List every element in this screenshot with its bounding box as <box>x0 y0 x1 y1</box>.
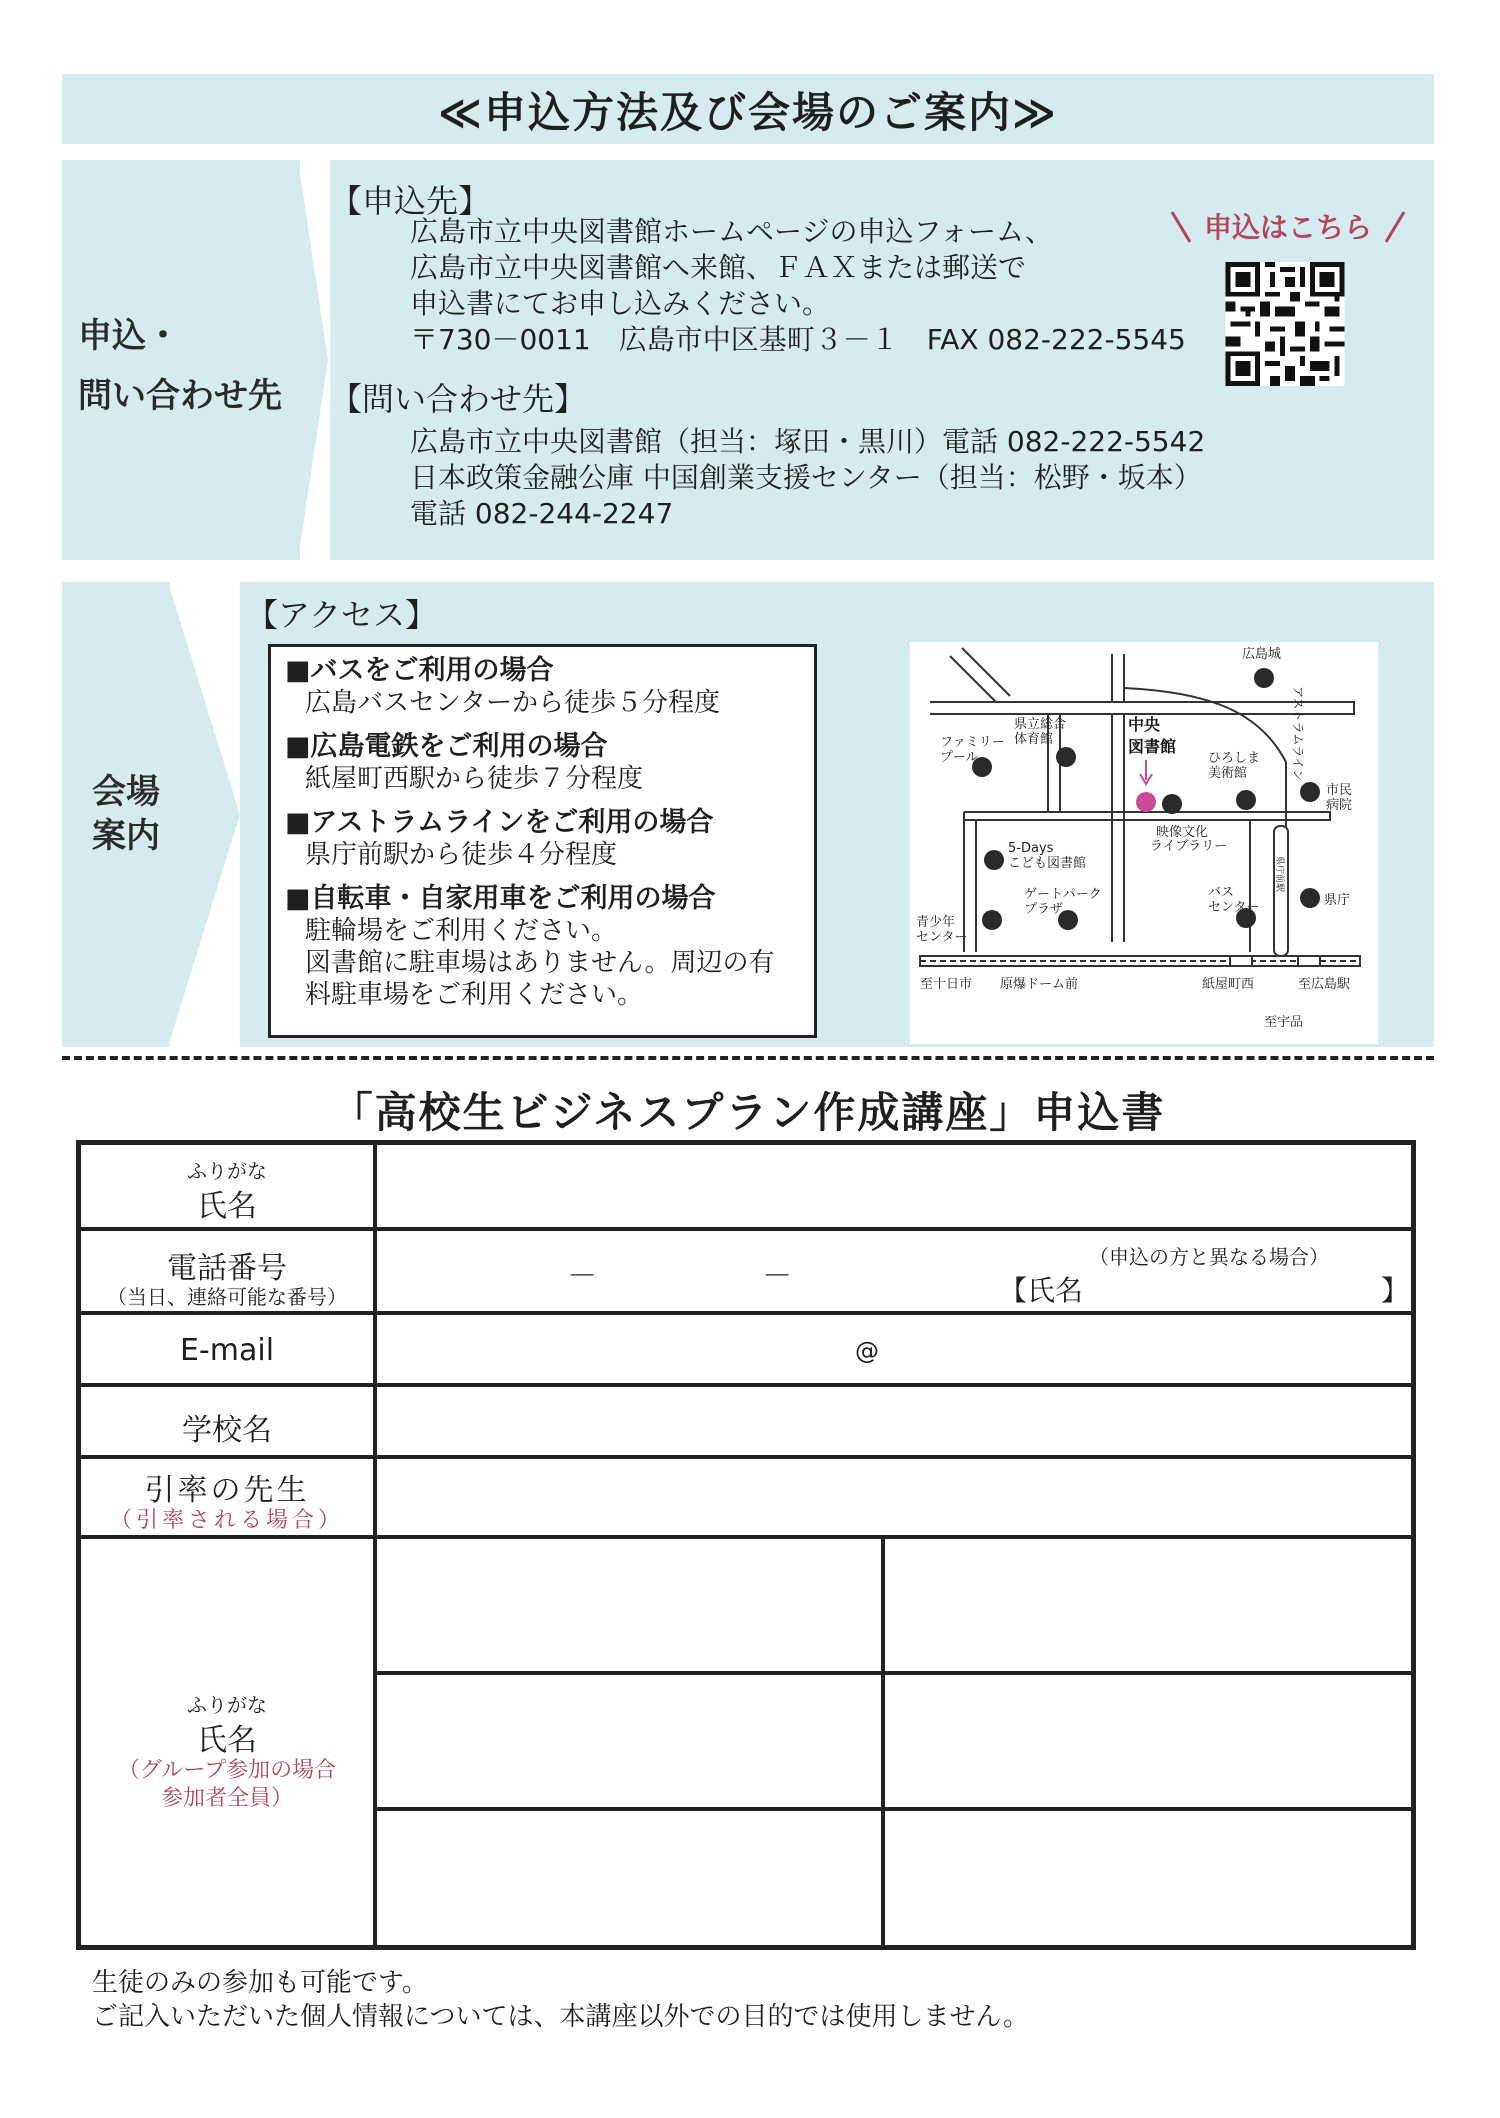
teacher-label-cell: 引率の先生 （引率される場合） <box>78 1456 376 1538</box>
phone-label-cell: 電話番号 （当日、連絡可能な番号） <box>78 1228 376 1314</box>
svg-text:県庁: 県庁 <box>1324 893 1351 908</box>
svg-text:美術館: 美術館 <box>1208 766 1248 781</box>
svg-text:プラザ: プラザ <box>1024 902 1064 917</box>
qr-code[interactable] <box>1225 262 1345 386</box>
group-member-input[interactable] <box>882 1672 1414 1810</box>
qr-caption: 申込はこちら <box>1168 206 1408 246</box>
access-map <box>910 642 1378 1044</box>
svg-text:市民: 市民 <box>1326 783 1353 798</box>
contact-lines: 広島市立中央図書館（担当：塚田・黒川）電話 082-222-5542 日本政策金融公庫 中国創業支援センター（担当：松野・坂本） 電話 082-244-2247 <box>410 425 1206 530</box>
apply-lines: 広島市立中央図書館ホームページの申込フォーム、 広島市立中央図書館へ来館、ＦＡＸまたは郵送で 申込書にてお申し込みください。 〒730－0011 広島市中区基町３－１ FAX 082-222-5545 <box>410 215 1186 356</box>
svg-text:原爆ドーム前: 原爆ドーム前 <box>1000 977 1079 992</box>
phone-dash-2: － <box>762 1259 792 1294</box>
svg-text:至宇品: 至宇品 <box>1264 1015 1304 1030</box>
access-method-bus: ■バスをご利用の場合 広島バスセンターから徒歩５分程度 <box>285 655 720 718</box>
group-label-cell: ふりがな 氏名 （グループ参加の場合 参加者全員） <box>78 1536 376 1948</box>
group-member-input[interactable] <box>882 1536 1414 1674</box>
email-label-cell: E-mail <box>78 1312 376 1386</box>
svg-text:ライブラリー: ライブラリー <box>1150 839 1228 854</box>
cut-line <box>62 1056 1434 1060</box>
notes: 生徒のみの参加も可能です。 ご記入いただいた個人情報については、本講座以外での目的では使用しません。 <box>92 1968 1030 2032</box>
access-methods-box <box>268 644 817 1038</box>
svg-text:アストラムライン: アストラムライン <box>1291 686 1305 782</box>
access-method-tram: ■広島電鉄をご利用の場合 紙屋町西駅から徒歩７分程度 <box>285 731 644 794</box>
group-member-input[interactable] <box>882 1808 1414 1948</box>
phone-alt-name-open: 【氏名 <box>999 1274 1084 1307</box>
name-label-cell: ふりがな 氏名 <box>78 1142 376 1230</box>
svg-text:センター: センター <box>916 930 968 945</box>
access-arrow <box>168 582 240 1047</box>
apply-heading: 【申込先】 <box>330 182 491 220</box>
access-heading: 【アクセス】 <box>246 596 438 634</box>
access-label: 会場 案内 <box>92 772 160 856</box>
svg-text:紙屋町西: 紙屋町西 <box>1202 977 1255 992</box>
page-title: ≪申込方法及び会場のご案内≫ <box>438 88 1058 137</box>
svg-text:センター: センター <box>1208 900 1260 915</box>
access-method-astram: ■アストラムラインをご利用の場合 県庁前駅から徒歩４分程度 <box>285 807 714 870</box>
contact-heading: 【問い合わせ先】 <box>330 380 587 418</box>
svg-text:5-Days: 5-Days <box>1008 841 1054 856</box>
svg-text:映像文化: 映像文化 <box>1156 825 1209 840</box>
email-input[interactable] <box>374 1312 1414 1386</box>
svg-text:県庁前駅: 県庁前駅 <box>1274 856 1284 893</box>
inquiry-arrow <box>298 160 328 560</box>
name-input[interactable] <box>374 1142 1414 1230</box>
phone-alt-name-close: 】 <box>1381 1274 1410 1307</box>
svg-text:体育館: 体育館 <box>1014 732 1054 747</box>
svg-text:バス: バス <box>1208 885 1235 900</box>
svg-text:ゲートパーク: ゲートパーク <box>1024 887 1102 902</box>
group-member-input[interactable] <box>374 1536 884 1674</box>
svg-text:病院: 病院 <box>1326 798 1353 813</box>
phone-dash-1: － <box>567 1259 597 1294</box>
email-at-sign: @ <box>855 1337 879 1365</box>
group-member-input[interactable] <box>374 1808 884 1948</box>
svg-text:至広島駅: 至広島駅 <box>1298 977 1351 992</box>
svg-text:ひろしま: ひろしま <box>1208 751 1261 766</box>
svg-text:県立総合: 県立総合 <box>1014 717 1067 732</box>
teacher-input[interactable] <box>374 1456 1414 1538</box>
svg-text:プール: プール <box>940 750 979 765</box>
phone-input[interactable] <box>374 1228 1414 1314</box>
inquiry-label: 申込・ 問い合わせ先 <box>78 316 282 416</box>
school-label-cell: 学校名 <box>78 1384 376 1458</box>
phone-note: （申込の方と異なる場合） <box>1089 1245 1329 1269</box>
svg-text:図書館: 図書館 <box>1128 737 1177 756</box>
svg-text:ファミリー: ファミリー <box>940 735 1005 750</box>
svg-text:こども図書館: こども図書館 <box>1008 856 1087 871</box>
svg-text:中央: 中央 <box>1128 715 1161 734</box>
group-member-input[interactable] <box>374 1672 884 1810</box>
svg-text:至十日市: 至十日市 <box>920 977 973 992</box>
access-method-car: ■自転車・自家用車をご利用の場合 駐輪場をご利用ください。 図書館に駐車場はありません。周辺の有 料駐車場をご利用ください。 <box>285 883 775 1010</box>
svg-text:広島城: 広島城 <box>1242 647 1282 662</box>
form-title: 「高校生ビジネスプラン作成講座」申込書 <box>330 1088 1166 1137</box>
svg-text:青少年: 青少年 <box>916 915 956 930</box>
school-input[interactable] <box>374 1384 1414 1458</box>
